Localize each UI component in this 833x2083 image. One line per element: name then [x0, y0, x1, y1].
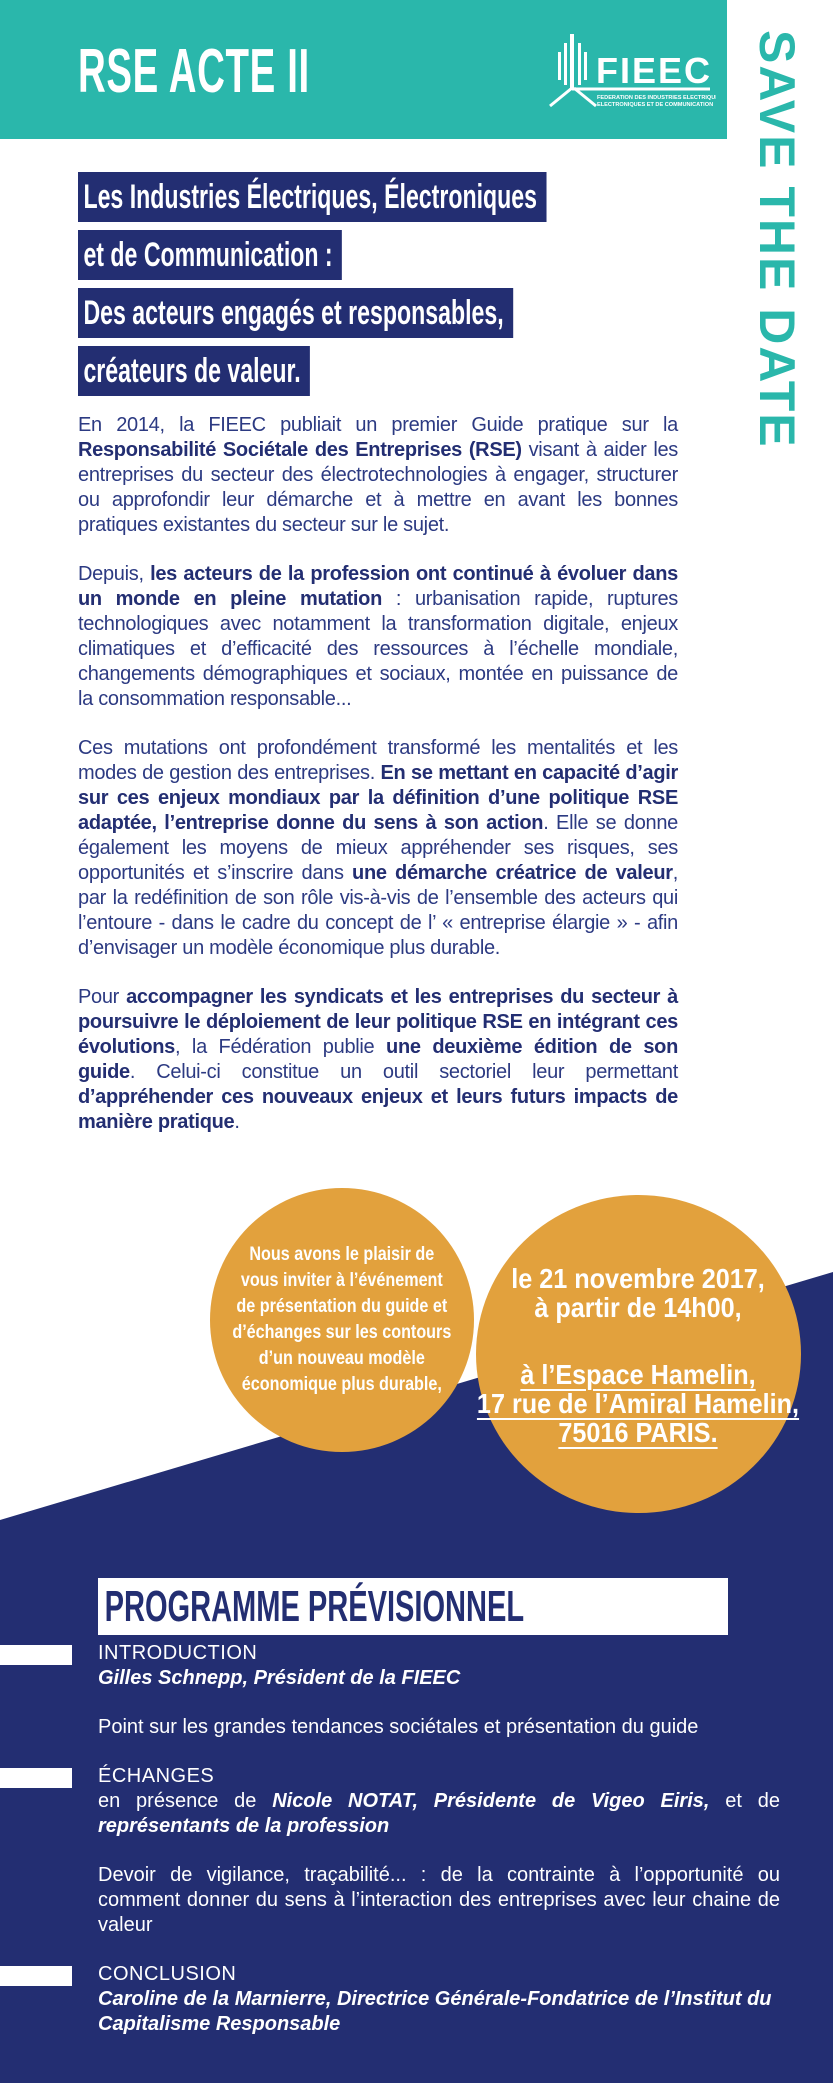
section-tick-conclusion [0, 1966, 72, 1986]
bold-segment: Responsabilité Sociétale des Entreprises (RSE) [78, 439, 522, 461]
paragraph [78, 736, 678, 961]
paragraph [78, 985, 678, 1135]
save-the-date-label: SAVE THE DATE [749, 30, 805, 449]
program-gap [98, 1938, 780, 1962]
program-item-text-justify [98, 1863, 780, 1938]
bold-segment: Caroline de la Marnierre, Directrice Générale-Fondatrice de l’Institut du Capitalisme Responsable [98, 1988, 772, 2035]
fieec-logo-tagline-2: ELECTRONIQUES ET DE COMMUNICATION [597, 102, 714, 108]
invitation-line: d’un nouveau modèle [258, 1348, 425, 1369]
program-title: PROGRAMME PRÉVISIONNEL [104, 1582, 525, 1631]
page-title: RSE ACTE II [78, 37, 310, 106]
text-segment: , par la redéfinition de son rôle vis-à-vis de l’ensemble des acteurs qui l’entoure - dans le cadre du concept de l’ « entreprise élargie » - afin d’envisager un modèle économique plus durable. [78, 862, 679, 959]
text-segment: ÉCHANGES [98, 1765, 215, 1787]
event-date [413, 1264, 833, 1322]
event-address[interactable] [413, 1360, 833, 1447]
headline-bar: Les Industries Électriques, Électroniques [78, 172, 547, 222]
fieec-logo-tagline-1: FEDERATION DES INDUSTRIES ELECTRIQUES, [597, 95, 716, 101]
bold-segment: une deuxième édition de son guide [78, 1036, 678, 1083]
paragraph [78, 413, 678, 538]
text-segment: Ces mutations ont profondément transformé les mentalités et les modes de gestion des entreprises. [78, 737, 678, 784]
event-address-line[interactable]: 75016 PARIS. [558, 1417, 718, 1448]
text-segment: visant à aider les entreprises du secteur des électrotechnologies à engager, structurer ou approfondir leur démarche et à mettre en avant les bonnes pratiques existantes du secteur sur le sujet. [78, 439, 678, 536]
headline-bar: Des acteurs engagés et responsables, [78, 288, 513, 338]
program-content [98, 1641, 780, 2037]
section-tick-introduction [0, 1645, 72, 1665]
text-segment: Pour [78, 986, 127, 1008]
program-title-box [98, 1578, 728, 1635]
text-segment: En 2014, la FIEEC publiait un premier Guide pratique sur la [78, 414, 678, 436]
text-segment: en présence de [98, 1790, 273, 1812]
text-segment: CONCLUSION [98, 1963, 237, 1985]
program-item-text [98, 1715, 780, 1740]
program-item-text-justify [98, 1789, 780, 1839]
headline-bar: créateurs de valeur. [78, 346, 310, 396]
bold-segment: accompagner les syndicats et les entreprises du secteur à poursuivre le déploiement de leur politique RSE en intégrant ces évolutions [78, 986, 678, 1058]
bold-segment: une démarche créatrice de valeur [352, 862, 673, 884]
fieec-logo [538, 28, 716, 117]
header-band [0, 0, 727, 139]
bold-segment: d’appréhender ces nouveaux enjeux et leurs futurs impacts de manière pratique [78, 1086, 678, 1133]
program-item-speaker [98, 1987, 780, 2037]
program-gap [98, 1839, 780, 1863]
section-tick-echanges [0, 1768, 72, 1788]
program-gap [98, 1740, 780, 1764]
fieec-logo-icon [538, 28, 716, 112]
event-details [413, 1264, 833, 1447]
fieec-logo-name: FIEEC [596, 50, 713, 91]
program-item-header [98, 1764, 780, 1789]
bold-segment: les acteurs de la profession ont continué à évoluer dans un monde en pleine mutation [78, 563, 678, 610]
text-segment: , la Fédération publie [175, 1036, 387, 1058]
event-address-line[interactable]: 17 rue de l’Amiral Hamelin, [476, 1388, 800, 1419]
intro-paragraphs [78, 413, 678, 1159]
paragraph [78, 562, 678, 712]
event-date-line: à partir de 14h00, [534, 1292, 742, 1323]
bold-segment: représentants de la profession [98, 1815, 390, 1837]
text-segment: Point sur les grandes tendances sociétales et présentation du guide [98, 1716, 699, 1738]
program-item-header [98, 1962, 780, 1987]
text-segment: . [234, 1111, 240, 1133]
text-segment: Depuis, [78, 563, 151, 585]
bold-segment: Nicole NOTAT, Présidente de Vigeo Eiris, [272, 1790, 710, 1812]
text-segment: Devoir de vigilance, traçabilité... : de la contrainte à l’opportunité ou comment donner du sens à l’interaction des entreprises avec leur chaine de valeur [98, 1864, 780, 1936]
invitation-line: Nous avons le plaisir de [249, 1244, 435, 1265]
invitation-line: économique plus durable, [241, 1374, 443, 1395]
invitation-line: vous inviter à l’événement [241, 1270, 443, 1291]
text-segment: et de [709, 1790, 780, 1812]
event-address-line[interactable]: à l’Espace Hamelin, [520, 1359, 756, 1390]
text-segment: : urbanisation rapide, ruptures technologiques avec notamment la transformation digitale, enjeux climatiques et d’efficacité des ressources à l’échelle mondiale, changements démographiques et sociaux, montée en puissance de la consommation responsable... [78, 588, 679, 710]
bold-segment: Gilles Schnepp, Président de la FIEEC [98, 1667, 461, 1689]
invitation-line: de présentation du guide et [236, 1296, 448, 1317]
text-segment: . Elle se donne également les moyens de mieux appréhender ses risques, ses opportunités et s’inscrire dans [78, 812, 678, 884]
program-gap [98, 1691, 780, 1715]
program-item-speaker [98, 1666, 780, 1691]
headline-bar: et de Communication : [78, 230, 342, 280]
text-segment: INTRODUCTION [98, 1642, 258, 1664]
bold-segment: En se mettant en capacité d’agir sur ces enjeux mondiaux par la définition d’une politique RSE adaptée, l’entreprise donne du sens à son action [78, 762, 678, 834]
program-item-header [98, 1641, 780, 1666]
event-date-line: le 21 novembre 2017, [511, 1263, 765, 1294]
text-segment: . Celui-ci constitue un outil sectoriel leur permettant [129, 1061, 678, 1083]
invitation-line: d’échanges sur les contours [232, 1322, 452, 1343]
headline-bars [78, 172, 767, 404]
